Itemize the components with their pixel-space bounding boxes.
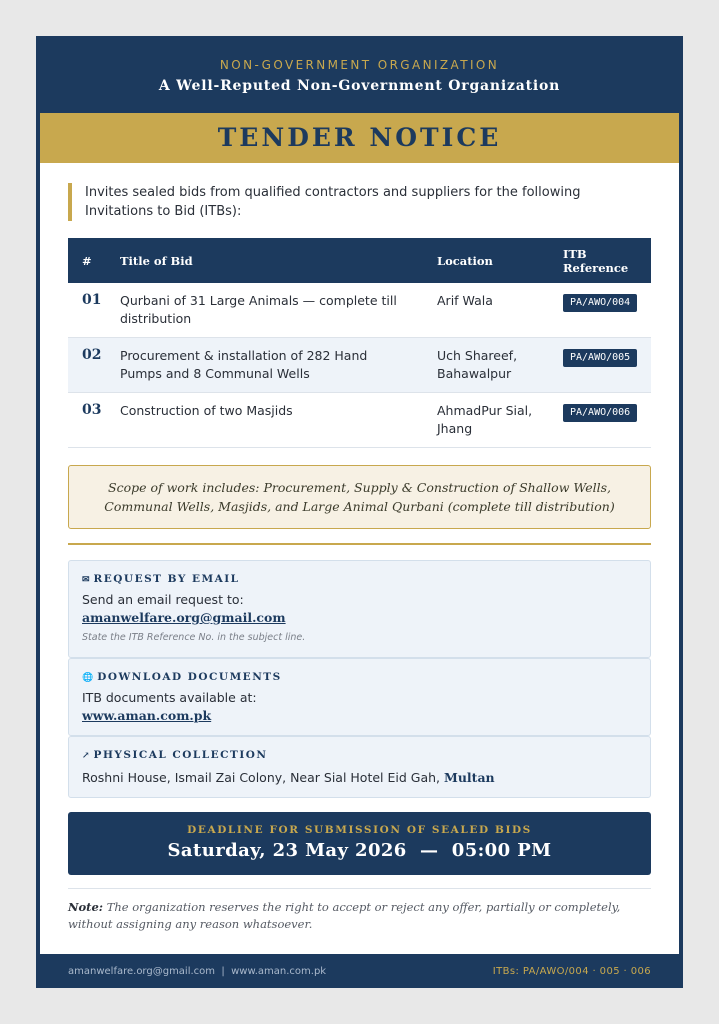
download-card-title: DOWNLOAD DOCUMENTS	[97, 671, 282, 683]
download-documents-card	[68, 658, 651, 736]
col-title: Title of Bid	[120, 253, 193, 268]
footer	[36, 954, 683, 988]
row-number: 01	[68, 283, 106, 338]
row-location: Arif Wala	[423, 283, 549, 338]
email-hint: State the ITB Reference No. in the subject line.	[82, 632, 306, 643]
col-location: Location	[437, 253, 493, 268]
notice-content	[40, 183, 679, 933]
email-card-text: Send an email request to:	[82, 592, 244, 607]
row-number: 02	[68, 338, 106, 393]
notice-body	[40, 36, 679, 954]
scope-of-work: Scope of work includes: Procurement, Supply & Construction of Shallow Wells, Communal Wells, Masjids, and Large Animal Qurbani (complete till distribution)	[68, 465, 651, 529]
note-text: The organization reserves the right to accept or reject any offer, partially or completely, without assigning any reason whatsoever.	[68, 900, 621, 931]
deadline-date: Saturday, 23 May 2026 — 05:00 PM	[167, 840, 552, 861]
itb-reference-badge: PA/AWO/004	[563, 294, 637, 312]
table-header-row	[68, 238, 651, 283]
note	[68, 888, 651, 933]
col-itb-reference: ITB Reference	[563, 246, 629, 275]
itb-reference-badge: PA/AWO/005	[563, 349, 637, 367]
email-request-card	[68, 560, 651, 658]
divider	[68, 543, 651, 545]
note-label: Note:	[68, 900, 104, 914]
table-row	[68, 393, 651, 448]
bids-table	[68, 238, 651, 448]
col-number: #	[82, 253, 92, 268]
table-row	[68, 283, 651, 338]
footer-references: ITBs: PA/AWO/004 · 005 · 006	[492, 965, 651, 977]
pin-icon: ↗	[82, 751, 90, 761]
envelope-icon: ✉	[82, 575, 90, 585]
table-row	[68, 338, 651, 393]
org-header	[40, 36, 679, 113]
website-link[interactable]: www.aman.com.pk	[82, 708, 212, 723]
collection-address: Roshni House, Ismail Zai Colony, Near Sial Hotel Eid Gah,	[82, 770, 441, 785]
notice-title: TENDER NOTICE	[40, 113, 679, 163]
deadline-kicker: DEADLINE FOR SUBMISSION OF SEALED BIDS	[187, 824, 532, 836]
download-card-text: ITB documents available at:	[82, 690, 257, 705]
deadline-box	[68, 812, 651, 875]
row-number: 03	[68, 393, 106, 448]
row-location: AhmadPur Sial, Jhang	[423, 393, 549, 448]
row-title: Qurbani of 31 Large Animals — complete till distribution	[106, 283, 423, 338]
itb-reference-badge: PA/AWO/006	[563, 404, 637, 422]
collection-card-title: PHYSICAL COLLECTION	[93, 749, 268, 761]
globe-icon: 🌐	[82, 673, 94, 683]
org-name: A Well-Reputed Non-Government Organization	[158, 78, 561, 94]
intro-text: Invites sealed bids from qualified contractors and suppliers for the following Invitations to Bid (ITBs):	[68, 183, 651, 221]
row-location: Uch Shareef, Bahawalpur	[423, 338, 549, 393]
row-title: Construction of two Masjids	[106, 393, 423, 448]
email-link[interactable]: amanwelfare.org@gmail.com	[82, 610, 286, 625]
footer-contacts: amanwelfare.org@gmail.com | www.aman.com.pk	[68, 965, 327, 977]
physical-collection-card	[68, 736, 651, 798]
org-kicker: NON-GOVERNMENT ORGANIZATION	[219, 58, 500, 72]
tender-notice-sheet	[36, 36, 683, 988]
collection-city: Multan	[444, 770, 495, 785]
email-card-title: REQUEST BY EMAIL	[93, 573, 240, 585]
row-title: Procurement & installation of 282 Hand Pumps and 8 Communal Wells	[106, 338, 423, 393]
